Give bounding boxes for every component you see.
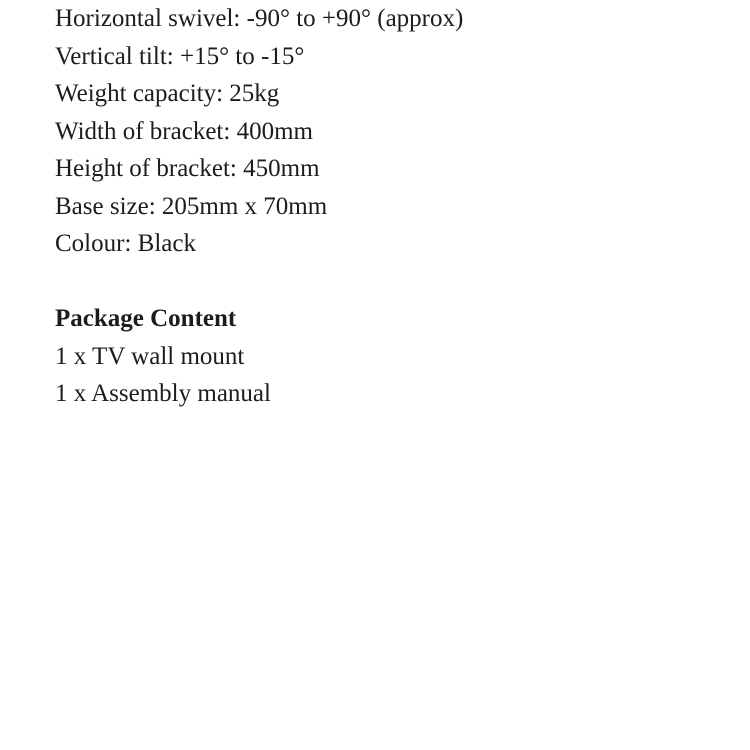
- section-gap: [55, 263, 735, 301]
- specification-list: [55, 0, 735, 263]
- spec-bracket-height: Height of bracket: 450mm: [55, 155, 320, 182]
- package-content-list: [55, 338, 735, 413]
- spec-bracket-width: Width of bracket: 400mm: [55, 117, 313, 145]
- spec-base-size: Base size: 205mm x 70mm: [55, 192, 328, 220]
- spec-vertical-tilt: Vertical tilt: +15° to -15°: [55, 42, 305, 70]
- package-item-wall-mount: 1 x TV wall mount: [55, 342, 245, 370]
- spec-weight-capacity: Weight capacity: 25kg: [55, 80, 280, 107]
- spec-horizontal-swivel: Horizontal swivel: -90° to +90° (approx): [55, 5, 464, 32]
- package-item-assembly-manual: 1 x Assembly manual: [55, 380, 271, 407]
- document-page: [55, 0, 735, 413]
- spec-colour: Colour: Black: [55, 230, 196, 257]
- package-content-heading: Package Content: [55, 305, 237, 332]
